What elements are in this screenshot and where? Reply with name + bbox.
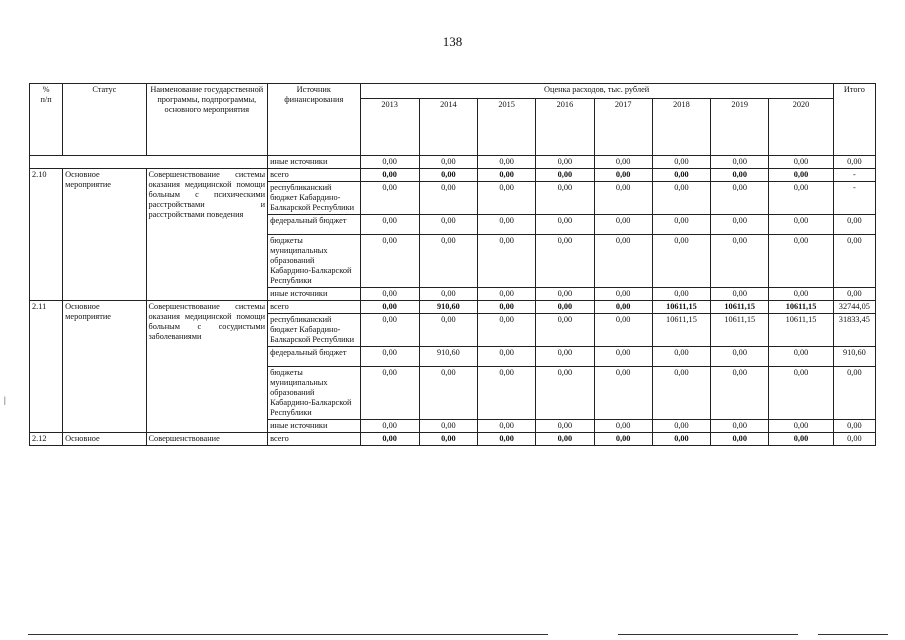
header-name: Наименование государственной программы, подпрограммы, основного мероприятия — [146, 84, 268, 156]
value-cell: 0,00 — [769, 169, 833, 182]
value-cell: 10611,15 — [652, 314, 710, 347]
expense-table — [29, 83, 876, 446]
value-cell: 0,00 — [769, 182, 833, 215]
total-cell: - — [833, 169, 875, 182]
value-cell: 0,00 — [360, 215, 419, 235]
header-year: 2017 — [594, 99, 652, 156]
value-cell: 0,00 — [769, 288, 833, 301]
empty-cell — [30, 156, 268, 169]
total-cell: 0,00 — [833, 420, 875, 433]
value-cell: 0,00 — [419, 288, 477, 301]
value-cell: 0,00 — [711, 367, 769, 420]
source-cell: всего — [268, 169, 360, 182]
value-cell: 0,00 — [652, 420, 710, 433]
margin-mark: | — [4, 395, 6, 405]
value-cell: 0,00 — [360, 156, 419, 169]
value-cell: 0,00 — [594, 182, 652, 215]
header-year: 2016 — [536, 99, 594, 156]
value-cell: 0,00 — [652, 433, 710, 446]
value-cell: 0,00 — [652, 235, 710, 288]
value-cell: 0,00 — [536, 156, 594, 169]
table-row — [30, 169, 876, 182]
value-cell: 0,00 — [594, 169, 652, 182]
value-cell: 0,00 — [652, 288, 710, 301]
row-status: Основное мероприятие — [63, 301, 146, 433]
value-cell: 0,00 — [652, 156, 710, 169]
value-cell: 0,00 — [769, 215, 833, 235]
value-cell: 10611,15 — [711, 314, 769, 347]
value-cell: 0,00 — [360, 288, 419, 301]
row-name: Совершенствование системы оказания медицинской помощи больным с сосудистыми заболеваниями — [146, 301, 268, 433]
header-num: % п/п — [30, 84, 63, 156]
table-row — [30, 156, 876, 169]
source-cell: иные источники — [268, 288, 360, 301]
value-cell: 0,00 — [536, 420, 594, 433]
page-number: 138 — [442, 34, 463, 49]
source-cell: федеральный бюджет — [268, 215, 360, 235]
value-cell: 0,00 — [594, 235, 652, 288]
value-cell: 0,00 — [652, 367, 710, 420]
source-cell: федеральный бюджет — [268, 347, 360, 367]
source-cell: всего — [268, 301, 360, 314]
value-cell: 0,00 — [360, 235, 419, 288]
source-cell: иные источники — [268, 420, 360, 433]
value-cell: 0,00 — [419, 156, 477, 169]
value-cell: 0,00 — [711, 169, 769, 182]
value-cell: 0,00 — [769, 420, 833, 433]
value-cell: 910,60 — [419, 347, 477, 367]
value-cell: 0,00 — [594, 347, 652, 367]
total-cell: 910,60 — [833, 347, 875, 367]
table-row — [30, 433, 876, 446]
value-cell: 0,00 — [419, 433, 477, 446]
source-cell: республиканский бюджет Кабардино-Балкарской Республики — [268, 314, 360, 347]
total-cell: 0,00 — [833, 215, 875, 235]
value-cell: 0,00 — [769, 156, 833, 169]
total-cell: 0,00 — [833, 235, 875, 288]
value-cell: 0,00 — [419, 235, 477, 288]
value-cell: 0,00 — [536, 288, 594, 301]
total-cell: 0,00 — [833, 367, 875, 420]
total-cell: 0,00 — [833, 433, 875, 446]
row-number: 2.11 — [30, 301, 63, 433]
value-cell: 0,00 — [478, 215, 536, 235]
total-cell: 0,00 — [833, 156, 875, 169]
value-cell: 0,00 — [594, 215, 652, 235]
row-name: Совершенствование — [146, 433, 268, 446]
value-cell: 0,00 — [594, 433, 652, 446]
header-status: Статус — [63, 84, 146, 156]
value-cell: 0,00 — [478, 235, 536, 288]
value-cell: 0,00 — [711, 156, 769, 169]
value-cell: 0,00 — [769, 347, 833, 367]
value-cell: 0,00 — [711, 288, 769, 301]
value-cell: 0,00 — [478, 169, 536, 182]
value-cell: 0,00 — [478, 367, 536, 420]
value-cell: 0,00 — [360, 367, 419, 420]
header-source: Источник финансирования — [268, 84, 360, 156]
total-cell: 32744,05 — [833, 301, 875, 314]
bottom-rule-mid — [618, 634, 798, 635]
value-cell: 10611,15 — [769, 301, 833, 314]
value-cell: 0,00 — [769, 235, 833, 288]
value-cell: 10611,15 — [711, 301, 769, 314]
value-cell: 0,00 — [419, 367, 477, 420]
value-cell: 0,00 — [419, 215, 477, 235]
value-cell: 0,00 — [652, 169, 710, 182]
header-estimate: Оценка расходов, тыс. рублей — [360, 84, 833, 99]
header-year: 2020 — [769, 99, 833, 156]
row-name: Совершенствование системы оказания медицинской помощи больным с психическими расстройствами и расстройствами поведения — [146, 169, 268, 301]
value-cell: 10611,15 — [652, 301, 710, 314]
value-cell: 0,00 — [594, 301, 652, 314]
value-cell: 0,00 — [360, 433, 419, 446]
bottom-rule-left — [28, 634, 548, 635]
value-cell: 10611,15 — [769, 314, 833, 347]
source-cell: иные источники — [268, 156, 360, 169]
source-cell: бюджеты муниципальных образований Кабардино-Балкарской Республики — [268, 235, 360, 288]
value-cell: 0,00 — [594, 288, 652, 301]
value-cell: 0,00 — [360, 301, 419, 314]
header-year: 2015 — [478, 99, 536, 156]
value-cell: 0,00 — [594, 367, 652, 420]
value-cell: 0,00 — [478, 288, 536, 301]
value-cell: 0,00 — [360, 420, 419, 433]
value-cell: 0,00 — [652, 182, 710, 215]
value-cell: 0,00 — [536, 215, 594, 235]
value-cell: 0,00 — [711, 235, 769, 288]
value-cell: 0,00 — [536, 367, 594, 420]
value-cell: 0,00 — [478, 156, 536, 169]
row-status: Основное — [63, 433, 146, 446]
value-cell: 910,60 — [419, 301, 477, 314]
row-number: 2.12 — [30, 433, 63, 446]
total-cell: 31833,45 — [833, 314, 875, 347]
header-total: Итого — [833, 84, 875, 156]
value-cell: 0,00 — [536, 235, 594, 288]
bottom-rule-right — [818, 634, 888, 635]
source-cell: бюджеты муниципальных образований Кабардино-Балкарской Республики — [268, 367, 360, 420]
value-cell: 0,00 — [536, 433, 594, 446]
value-cell: 0,00 — [769, 367, 833, 420]
value-cell: 0,00 — [478, 347, 536, 367]
value-cell: 0,00 — [536, 169, 594, 182]
value-cell: 0,00 — [478, 182, 536, 215]
table-row — [30, 301, 876, 314]
header-year: 2019 — [711, 99, 769, 156]
value-cell: 0,00 — [711, 347, 769, 367]
value-cell: 0,00 — [478, 433, 536, 446]
row-number: 2.10 — [30, 169, 63, 301]
value-cell: 0,00 — [360, 182, 419, 215]
header-year: 2018 — [652, 99, 710, 156]
value-cell: 0,00 — [478, 301, 536, 314]
value-cell: 0,00 — [360, 169, 419, 182]
value-cell: 0,00 — [711, 182, 769, 215]
value-cell: 0,00 — [769, 433, 833, 446]
row-status: Основное мероприятие — [63, 169, 146, 301]
header-year: 2014 — [419, 99, 477, 156]
value-cell: 0,00 — [652, 347, 710, 367]
source-cell: республиканский бюджет Кабардино-Балкарской Республики — [268, 182, 360, 215]
value-cell: 0,00 — [536, 314, 594, 347]
value-cell: 0,00 — [419, 314, 477, 347]
value-cell: 0,00 — [711, 420, 769, 433]
value-cell: 0,00 — [360, 314, 419, 347]
value-cell: 0,00 — [478, 420, 536, 433]
total-cell: - — [833, 182, 875, 215]
value-cell: 0,00 — [419, 182, 477, 215]
value-cell: 0,00 — [478, 314, 536, 347]
value-cell: 0,00 — [536, 301, 594, 314]
value-cell: 0,00 — [536, 347, 594, 367]
total-cell: 0,00 — [833, 288, 875, 301]
value-cell: 0,00 — [419, 169, 477, 182]
value-cell: 0,00 — [419, 420, 477, 433]
value-cell: 0,00 — [360, 347, 419, 367]
value-cell: 0,00 — [594, 156, 652, 169]
value-cell: 0,00 — [652, 215, 710, 235]
value-cell: 0,00 — [594, 420, 652, 433]
value-cell: 0,00 — [536, 182, 594, 215]
source-cell: всего — [268, 433, 360, 446]
value-cell: 0,00 — [711, 433, 769, 446]
value-cell: 0,00 — [711, 215, 769, 235]
header-year: 2013 — [360, 99, 419, 156]
value-cell: 0,00 — [594, 314, 652, 347]
